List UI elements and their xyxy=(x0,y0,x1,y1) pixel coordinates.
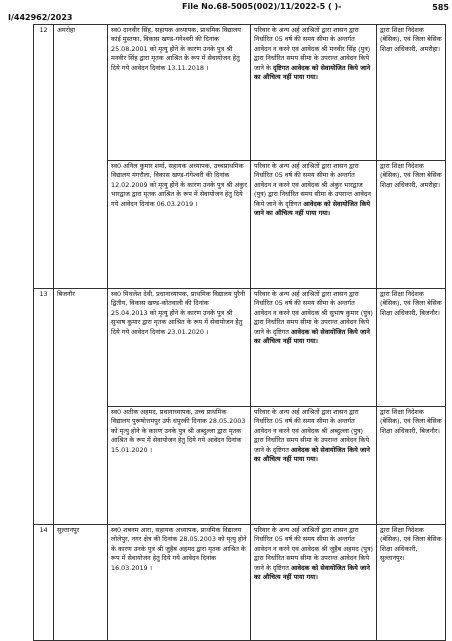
authority-cell: द्वारा शिक्षा निदेशक (बेसिक), एवं जिला बेसिक शिक्षा अधिकारी, अमरोहा। xyxy=(377,25,446,161)
authority-cell: द्वारा शिक्षा निदेशक (बेसिक), एवं जिला बेसिक शिक्षा अधिकारी, बिजनौर। xyxy=(377,407,446,525)
reason-conclusion: आवेदक को सेवायोजित किये जाने का औचित्य नहीं पाया गया। xyxy=(254,199,371,218)
employee-details-cell: स्व0 अनिल कुमार शर्मा, सहायक अध्यापक, उच्चप्राथमिक विद्यालय मंगरौला, विकास खण्ड-गंगेश्वरी की दिनांक 12.02.2009 को मृत्यु होने के कारण उनके पुत्र श्री अंकुर भारद्वाज द्वारा मृतक आश्रित के रूप में सेवायोजन हेतु दिये गये आवेदन दिनांक 06.03.2019 । xyxy=(108,161,251,289)
page-number: 585 xyxy=(432,3,449,12)
authority-cell: द्वारा शिक्षा निदेशक (बेसिक), एवं जिला बेसिक शिक्षा अधिकारी, बिजनौर। xyxy=(377,289,446,407)
reason-text: परिवार के अन्य अर्ह आश्रितों द्वारा शासन द्वारा निर्धारित 05 वर्ष की समय सीमा के अन्तर्गत आवेदन न करने एवं आवेदक श्री सुभाष कुमार (पुत्र) द्वारा निर्धारित समय सीमा के उपरान्त आवेदन किये जाने के दृष्टिगत xyxy=(254,290,373,336)
reason-conclusion: आवेदक को सेवायोजित किये जाने का औचित्य नहीं पाया गया। xyxy=(254,327,370,346)
authority-cell: द्वारा शिक्षा निदेशक (बेसिक), एवं जिला बेसिक शिक्षा अधिकारी, सुल्तानपुर। xyxy=(377,525,446,641)
table-row xyxy=(34,525,446,641)
employee-details-cell: स्व0 अतीक अहमद, प्रधानाध्यापक, उच्च प्राथमिक विद्यालय पुरूषोत्तमपुर उर्फ धंपुरकी दिनांक 28.05.2003 को मृत्यु होने के कारण उनके पुत्र श्री अब्दुल्ला द्वारा मृतक आश्रित के रूप में सेवायोजन हेतु दिये गये आवेदन दिनांक 15.01.2020 । xyxy=(108,407,251,525)
district-cell: सुल्तानपुर xyxy=(54,525,108,641)
district-cell: बिजनौर xyxy=(54,289,108,525)
serial-number-cell: 14 xyxy=(34,525,54,641)
reason-text: परिवार के अन्य अर्ह आश्रितों द्वारा शासन द्वारा निर्धारित 05 वर्ष की समय सीमा के अन्तर्गत आवेदन न करने एवं आवेदक श्री जुहैब अहमद (पुत्र) द्वारा निर्धारित समय सीमा के उपरान्त आवेदन किये जाने के दृष्टिगत xyxy=(254,526,373,572)
serial-number-cell: 12 xyxy=(34,25,54,289)
rejection-reason-cell xyxy=(251,289,377,407)
file-number: File No.68-5005(002)/11/2022-5 ( )- xyxy=(182,2,342,11)
reason-text: परिवार के अन्य अर्ह आश्रितों द्वारा शासन द्वारा निर्धारित 05 वर्ष की समय सीमा के अन्तर्गत आवेदन न करने एवं आवेदक श्री मनवीर सिंह (पुत्र) द्वारा निर्धारित समय सीमा के उपरान्त आवेदन किये जाने के xyxy=(254,26,371,72)
rejection-reason-cell xyxy=(251,525,377,641)
table-row xyxy=(34,25,446,161)
reason-conclusion: दृष्टिगत आवेदक को सेवायोजित किये जाने का औचित्य नहीं पाया गया। xyxy=(254,63,371,82)
table-row xyxy=(34,289,446,407)
serial-number-cell: 13 xyxy=(34,289,54,525)
rejection-reason-cell xyxy=(251,25,377,161)
reason-text: परिवार के अन्य अर्ह आश्रितों द्वारा शासन द्वारा निर्धारित 05 वर्ष की समय सीमा के अन्तर्गत आवेदन न करने एवं आवेदक श्री अब्दुल्ला (पुत्र) द्वारा निर्धारित समय सीमा के उपरान्त आवेदन किये जाने के दृष्टिगत xyxy=(254,408,370,454)
authority-cell: द्वारा शिक्षा निदेशक (बेसिक), एवं जिला बेसिक शिक्षा अधिकारी, अमरोहा। xyxy=(377,161,446,289)
district-cell: अमरोहा xyxy=(54,25,108,289)
document-reference-number: I/442962/2023 xyxy=(8,13,73,22)
cases-table xyxy=(33,24,446,641)
employee-details-cell: स्व0 शबनम आरा, सहायक अध्यापक, प्राथमिक विद्यालय लोलेपुर, नगर क्षेत्र की दिनांक 28.05.2003 को मृत्यु होने के कारण उनके पुत्र श्री जुहैब अहमद द्वारा मृतक आश्रित के रूप में सेवायोजन हेतु दिये गये आवेदन दिनांक 16.03.2019 । xyxy=(108,525,251,641)
rejection-reason-cell xyxy=(251,161,377,289)
reason-conclusion: आवेदक को सेवायोजित किये जाने का औचित्य नहीं पाया गया। xyxy=(254,445,370,464)
rejection-reason-cell xyxy=(251,407,377,525)
employee-details-cell: स्व0 मिथलेश देवी, प्रधानाध्यापक, प्राथमिक विद्यालय पुरैनी द्वितीय, विकास खण्ड-कोतवाली की दिनांक 25.04.2013 को मृत्यु होने के कारण उनके पुत्र श्री सुभाष कुमार द्वारा मृतक आश्रित के रूप में सेवायोजन हेतु दिये गये आवेदन दिनांक 23.01.2020 । xyxy=(108,289,251,407)
reason-conclusion: आवेदक को सेवायोजित किये जाने का औचित्य नहीं पाया गया। xyxy=(254,563,370,582)
reason-text: परिवार के अन्य अर्ह आश्रितों द्वारा शासन द्वारा निर्धारित 05 वर्ष की समय सीमा के अन्तर्गत आवेदन न करने एवं आवेदक श्री अंकुर भारद्वाज (पुत्र) द्वारा निर्धारित समय सीमा के उपरान्त आवेदन किये जाने के दृष्टिगत xyxy=(254,162,371,208)
employee-details-cell: स्व0 दानवीर सिंह, सहायक अध्यापक, प्राथमिक विद्यालय कांई मुस्तफा, विकास खण्ड-गंगेश्वरी की दिनांक 25.08.2001 को मृत्यु होने के कारण उनके पुत्र श्री मनवीर सिंह द्वारा मृतक आश्रित के रूप में सेवायोजन हेतु दिये गये आवेदन दिनांक 13.11.2018 । xyxy=(108,25,251,161)
